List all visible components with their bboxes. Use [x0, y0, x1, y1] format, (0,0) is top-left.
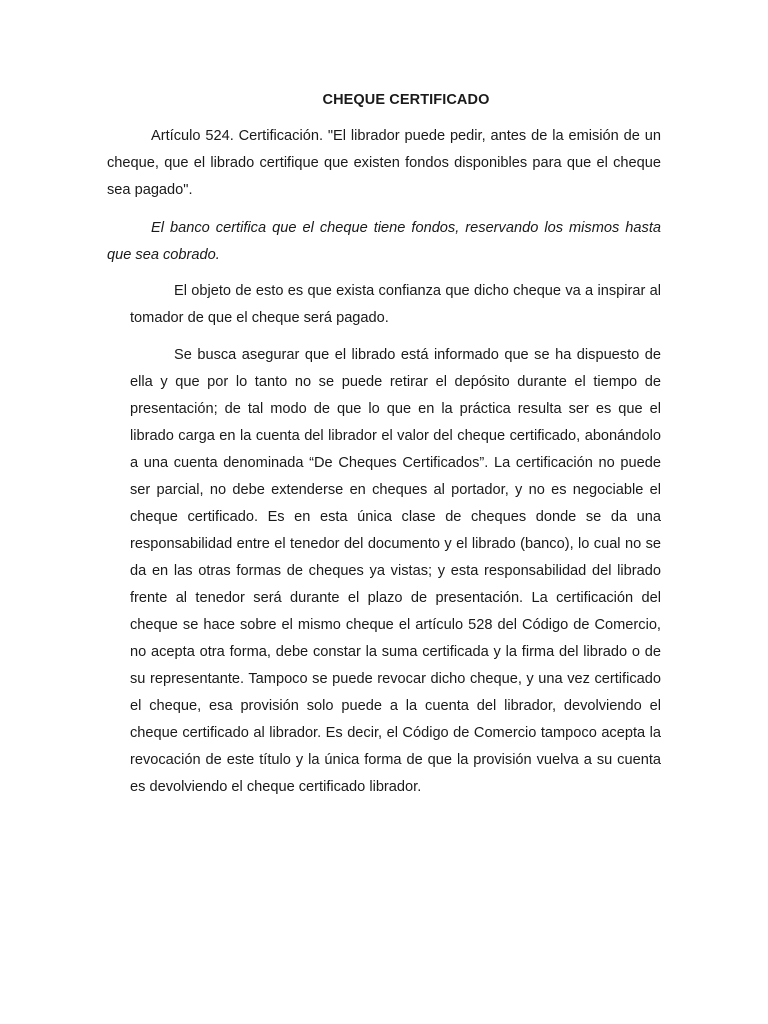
document-title: CHEQUE CERTIFICADO — [322, 92, 490, 108]
paragraph-article-524: Artículo 524. Certificación. "El librador puede pedir, antes de la emisión de un cheque, que el librado certifique que existen fondos disponibles para que el cheque sea pagado". — [107, 128, 661, 198]
paragraph-purpose: El objeto de esto es que exista confianza que dicho cheque va a inspirar al tomador de que el cheque será pagado. — [130, 283, 661, 326]
paragraph-bank-certifies: El banco certifica que el cheque tiene fondos, reservando los mismos hasta que sea cobrado. — [107, 220, 661, 263]
paragraph-explanation: Se busca asegurar que el librado está informado que se ha dispuesto de ella y que por lo tanto no se puede retirar el depósito durante el tiempo de presentación; de tal modo de que lo que en la práctica resulta ser es que el librado carga en la cuenta del librador el valor del cheque certificado, abonándolo a una cuenta denominada “De Cheques Certificados”. La certificación no puede ser parcial, no debe extenderse en cheques al portador, y no es negociable el cheque certificado. Es en esta única clase de cheques donde se da una responsabilidad entre el tenedor del documento y el librado (banco), lo cual no se da en las otras formas de cheques ya vistas; y esta responsabilidad del librado frente al tenedor será durante el plazo de presentación. La certificación del cheque se hace sobre el mismo cheque el artículo 528 del Código de Comercio, no acepta otra forma, debe constar la suma certificada y la firma del librado o de su representante. Tampoco se puede revocar dicho cheque, y una vez certificado el cheque, esa provisión solo puede a la cuenta del librador, devolviendo el cheque certificado al librador. Es decir, el Código de Comercio tampoco acepta la revocación de este título y la única forma de que la provisión vuelva a su cuenta es devolviendo el cheque certificado librador. — [130, 347, 661, 795]
